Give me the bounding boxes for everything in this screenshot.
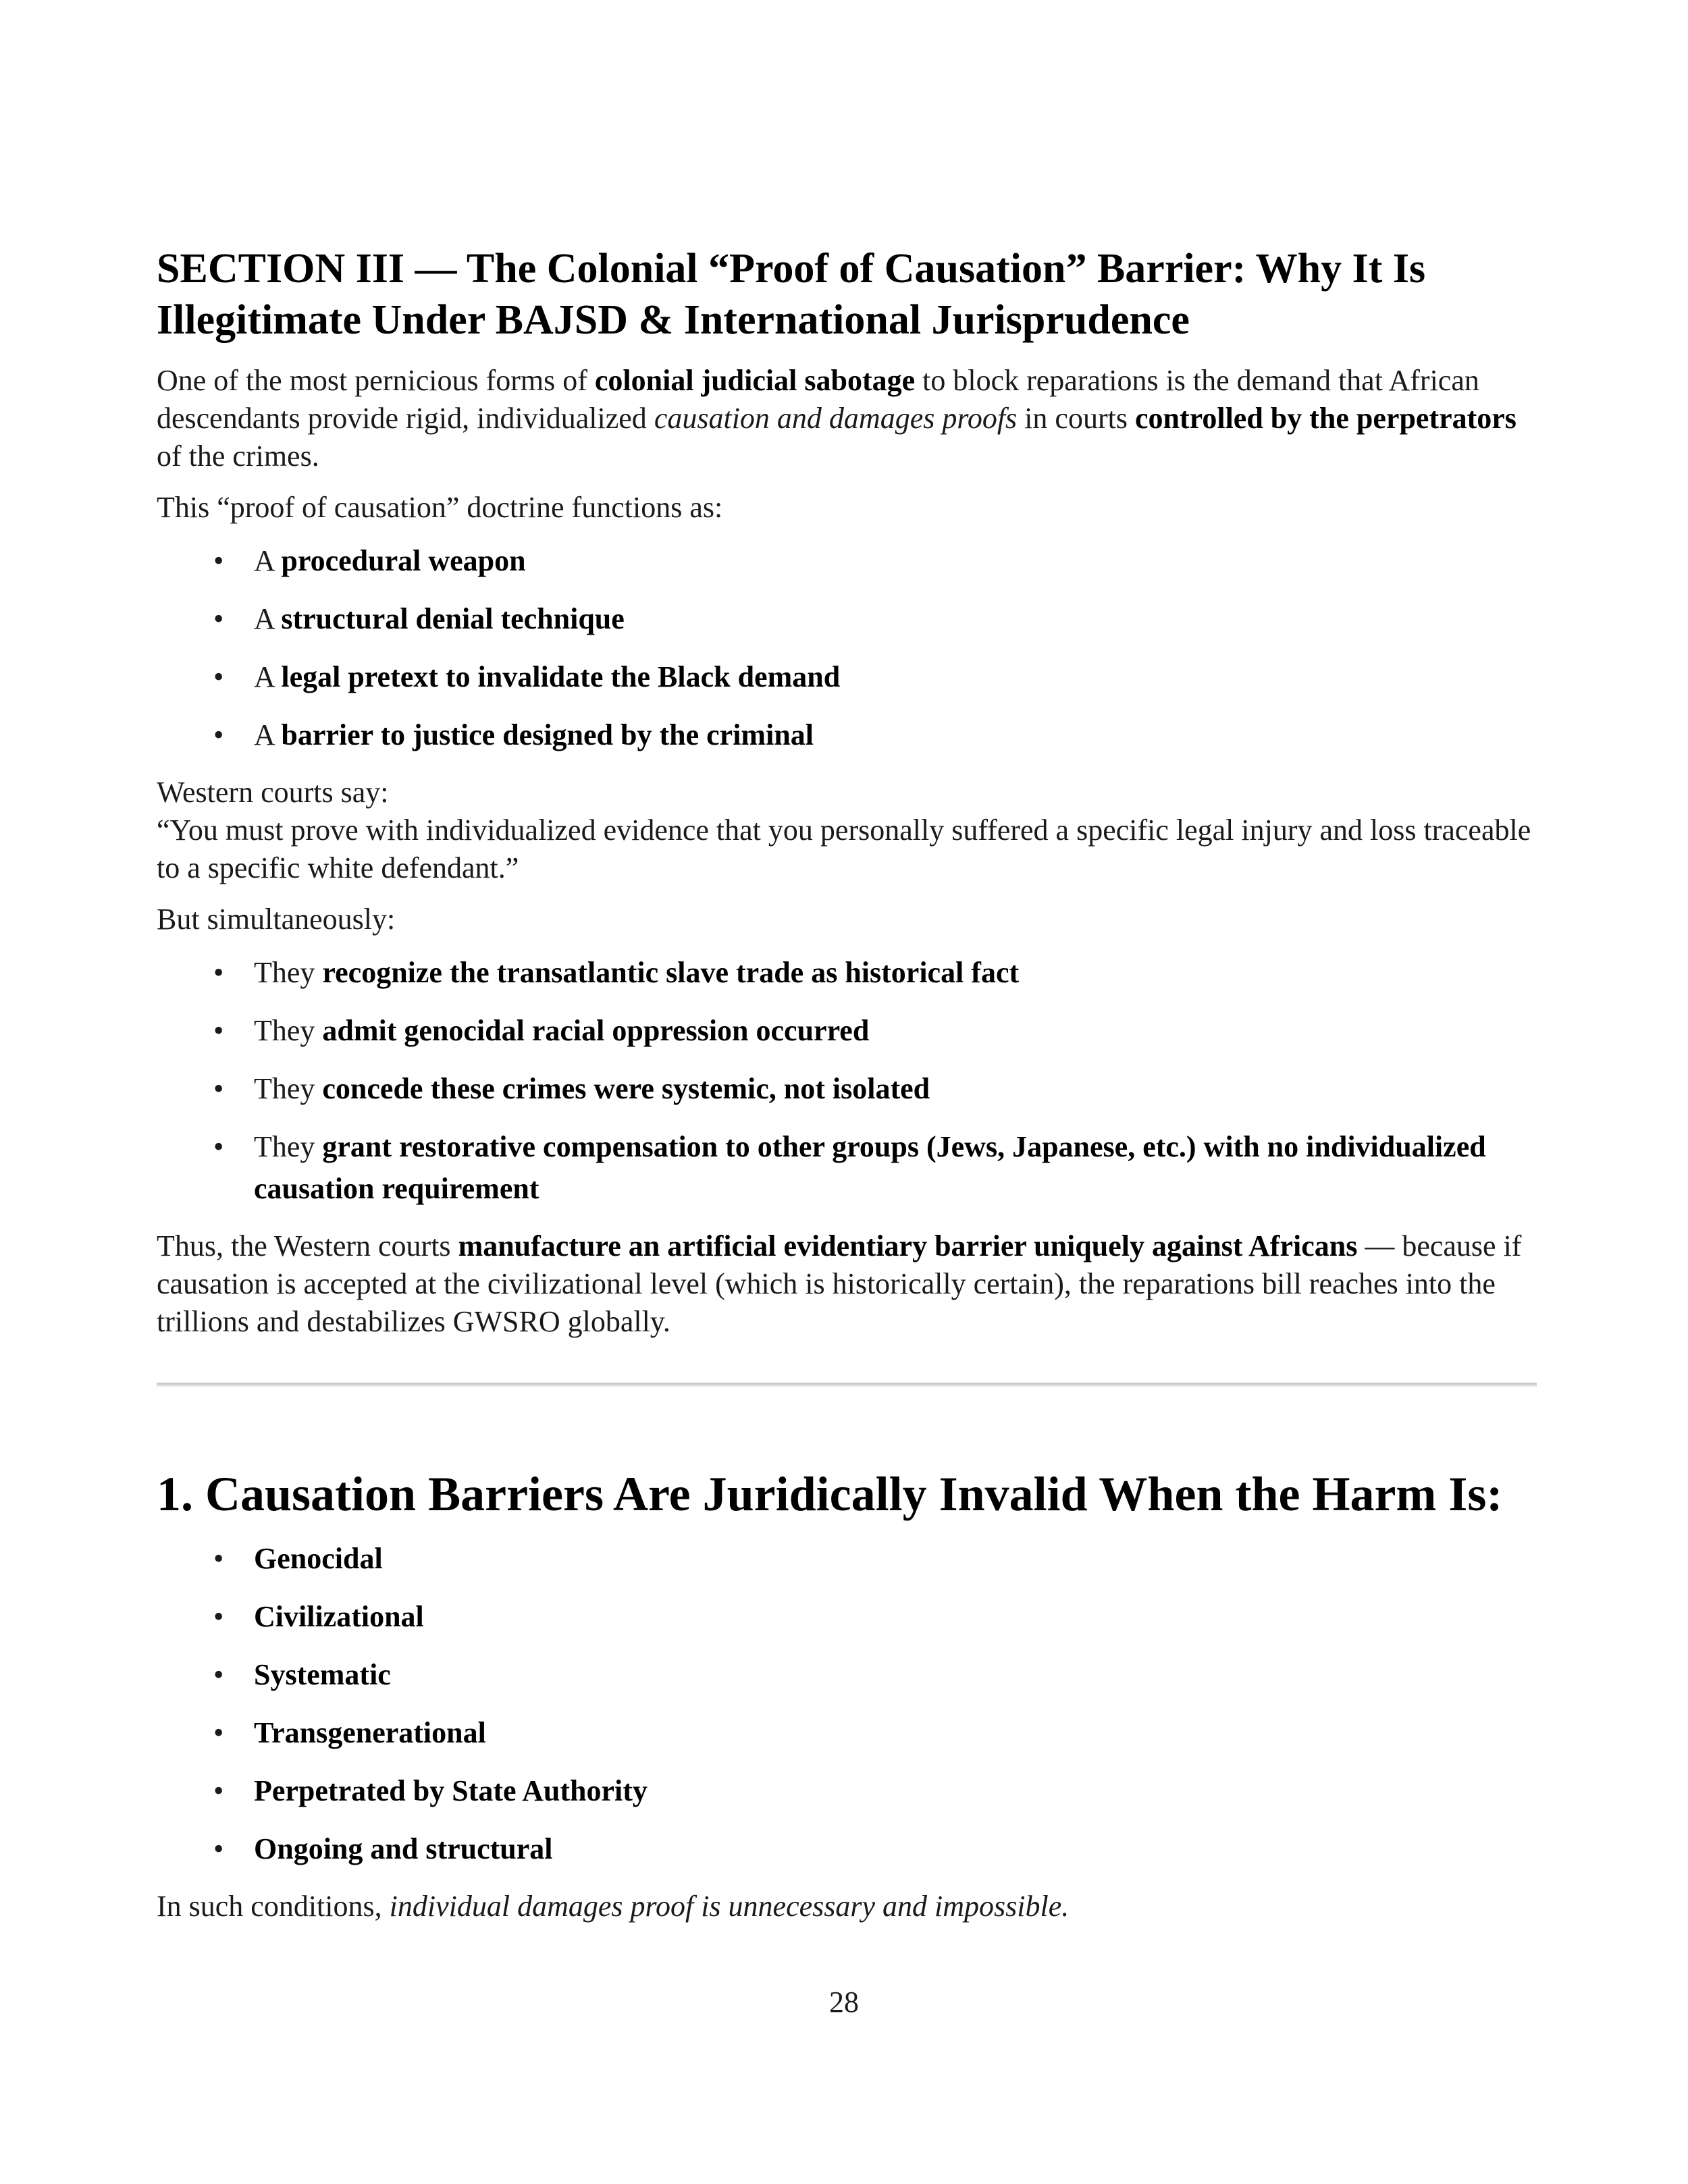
page-number: 28 [829,1986,859,2019]
list-item [157,1010,1537,1052]
bullet-icon: • [213,1658,224,1691]
intro-text-2: to block reparations is the demand that African descendants provide rigid, individualized [157,364,1479,435]
intro-bold-1: colonial judicial sabotage [594,364,916,397]
thus-bold: manufacture an artificial evidentiary barrier uniquely against Africans [458,1229,1358,1262]
item-bold: Genocidal [254,1542,383,1575]
intro-italic-1: causation and damages proofs [654,402,1018,435]
list-item [157,1538,1537,1580]
bullet-icon: • [213,1716,224,1749]
conclusion-italic: individual damages proof is unnecessary and impossible. [389,1890,1070,1923]
item-bold: Civilizational [254,1600,424,1633]
bullet-icon: • [213,1072,224,1105]
list-item [157,1596,1537,1638]
intro-text-3: in courts [1017,402,1135,435]
bullet-icon: • [213,1542,224,1575]
item-bold: Systematic [254,1658,391,1691]
bullet-icon: • [213,956,224,989]
item-bold: concede these crimes were systemic, not isolated [322,1072,930,1105]
list-item [157,1712,1537,1754]
bullet-icon: • [213,1832,224,1865]
item-prefix: They [254,1014,323,1047]
conclusion-paragraph [157,1888,1537,1925]
item-prefix: They [254,1130,323,1163]
they-list [157,952,1537,1210]
courts-quote: “You must prove with individualized evidence that you personally suffered a specific legal injury and loss traceable to a specific white defendant.” [157,814,1531,884]
subsection-heading: 1. Causation Barriers Are Juridically Invalid When the Harm Is: [157,1467,1503,1521]
intro-bold-2: controlled by the perpetrators [1134,402,1516,435]
list-item [157,598,1537,640]
item-bold: Perpetrated by State Authority [254,1774,648,1807]
item-prefix: A [254,544,282,577]
list-item [157,656,1537,698]
bullet-icon: • [213,660,224,693]
intro-text-1: One of the most pernicious forms of [157,364,595,397]
item-bold: Ongoing and structural [254,1832,553,1865]
bullet-icon: • [213,1774,224,1807]
harm-list [157,1538,1537,1870]
item-bold: grant restorative compensation to other groups (Jews, Japanese, etc.) with no individualized causation requirement [254,1130,1486,1205]
list-item [157,1770,1537,1812]
simultaneously-lead: But simultaneously: [157,903,396,936]
bullet-icon: • [213,602,224,635]
thus-text-1: Thus, the Western courts [157,1229,458,1262]
courts-say: Western courts say: [157,776,389,809]
intro-text-4: of the crimes. [157,440,319,473]
item-prefix: A [254,718,282,751]
item-bold: Transgenerational [254,1716,486,1749]
item-bold: recognize the transatlantic slave trade as historical fact [322,956,1020,989]
item-bold: barrier to justice designed by the criminal [281,718,814,751]
item-bold: procedural weapon [281,544,526,577]
bullet-icon: • [213,1130,224,1163]
intro-paragraph [157,362,1537,475]
bullet-icon: • [213,1600,224,1633]
conclusion-text: In such conditions, [157,1890,390,1923]
section-title: SECTION III — The Colonial “Proof of Causation” Barrier: Why It Is Illegitimate Under BAJSD & International Jurisprudence [157,246,1426,343]
functions-lead: This “proof of causation” doctrine functions as: [157,491,723,524]
item-prefix: A [254,660,282,693]
item-prefix: They [254,956,323,989]
list-item [157,714,1537,756]
item-bold: legal pretext to invalidate the Black demand [281,660,841,693]
item-prefix: A [254,602,282,635]
functions-list [157,540,1537,756]
bullet-icon: • [213,718,224,751]
document-page [157,243,1537,1939]
item-bold: admit genocidal racial oppression occurred [322,1014,870,1047]
bullet-icon: • [213,1014,224,1047]
list-item [157,952,1537,994]
bullet-icon: • [213,544,224,577]
item-bold: structural denial technique [281,602,625,635]
thus-paragraph [157,1227,1537,1341]
list-item [157,1126,1537,1210]
courts-paragraph [157,774,1537,887]
item-prefix: They [254,1072,323,1105]
thus-text-2: — because if causation is accepted at the civilizational level (which is historically certain), the reparations bill reaches into the trillions and destabilizes GWSRO globally. [157,1229,1522,1338]
list-item [157,1654,1537,1696]
list-item [157,1828,1537,1870]
list-item [157,540,1537,582]
horizontal-divider [157,1383,1537,1387]
list-item [157,1068,1537,1110]
